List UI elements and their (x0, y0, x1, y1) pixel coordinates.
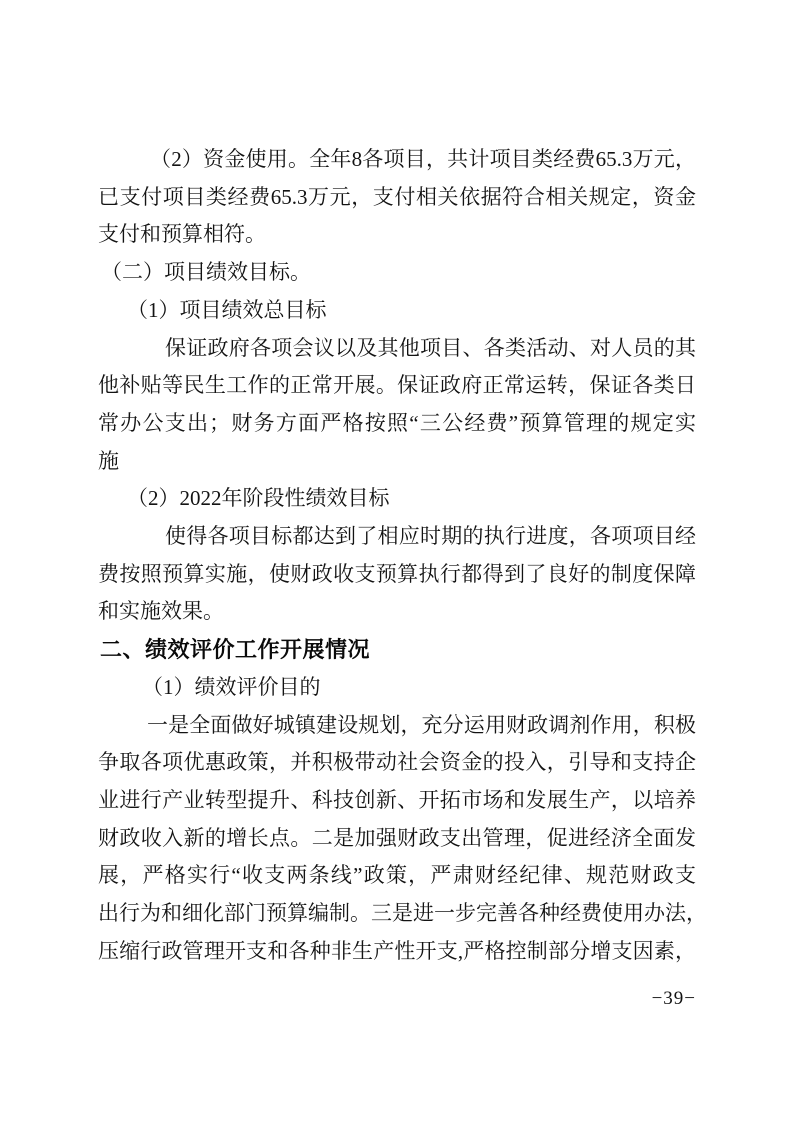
text-line: 和实施效果。 (98, 599, 224, 624)
text-line: 展，严格实行“收支两条线”政策，严肃财经纪律、规范财政支 (98, 863, 696, 888)
subsection-heading: （1）项目绩效总目标 (127, 297, 327, 322)
text-line: 一是全面做好城镇建设规划，充分运用财政调剂作用，积极 (147, 712, 696, 737)
text-line: 争取各项优惠政策，并积极带动社会资金的投入，引导和支持企 (98, 750, 696, 775)
text-line: 压缩行政管理开支和各种非生产性开支,严格控制部分增支因素， (98, 938, 696, 963)
text-line: （2）资金使用。全年8各项目，共计项目类经费65.3万元， (150, 147, 696, 171)
subsection-heading: （1）绩效评价目的 (142, 674, 321, 699)
text-line: 他补贴等民生工作的正常开展。保证政府正常运转，保证各类日 (98, 373, 696, 398)
text-line: 费按照预算实施，使财政收支预算执行都得到了良好的制度保障 (98, 561, 696, 586)
text-line: 保证政府各项会议以及其他项目、各类活动、对人员的其 (165, 335, 696, 360)
page-number: −39− (651, 988, 696, 1010)
subsection-heading: （二）项目绩效目标。 (101, 260, 311, 285)
text-line: 常办公支出；财务方面严格按照“三公经费”预算管理的规定实 (98, 410, 696, 435)
text-line: 业进行产业转型提升、科技创新、开拓市场和发展生产，以培养 (98, 787, 696, 812)
document-body (98, 141, 707, 1018)
text-line: 使得各项目标都达到了相应时期的执行进度，各项项目经 (165, 524, 696, 549)
subsection-heading: （2）2022年阶段性绩效目标 (127, 486, 390, 511)
section-heading: 二、绩效评价工作开展情况 (100, 637, 371, 663)
text-line: 支付和预算相符。 (98, 222, 266, 247)
text-line: 施 (98, 448, 119, 473)
text-line: 已支付项目类经费65.3万元，支付相关依据符合相关规定，资金 (98, 184, 696, 209)
text-line: 出行为和细化部门预算编制。三是进一步完善各种经费使用办法， (98, 901, 707, 926)
text-line: 财政收入新的增长点。二是加强财政支出管理，促进经济全面发 (98, 825, 696, 850)
